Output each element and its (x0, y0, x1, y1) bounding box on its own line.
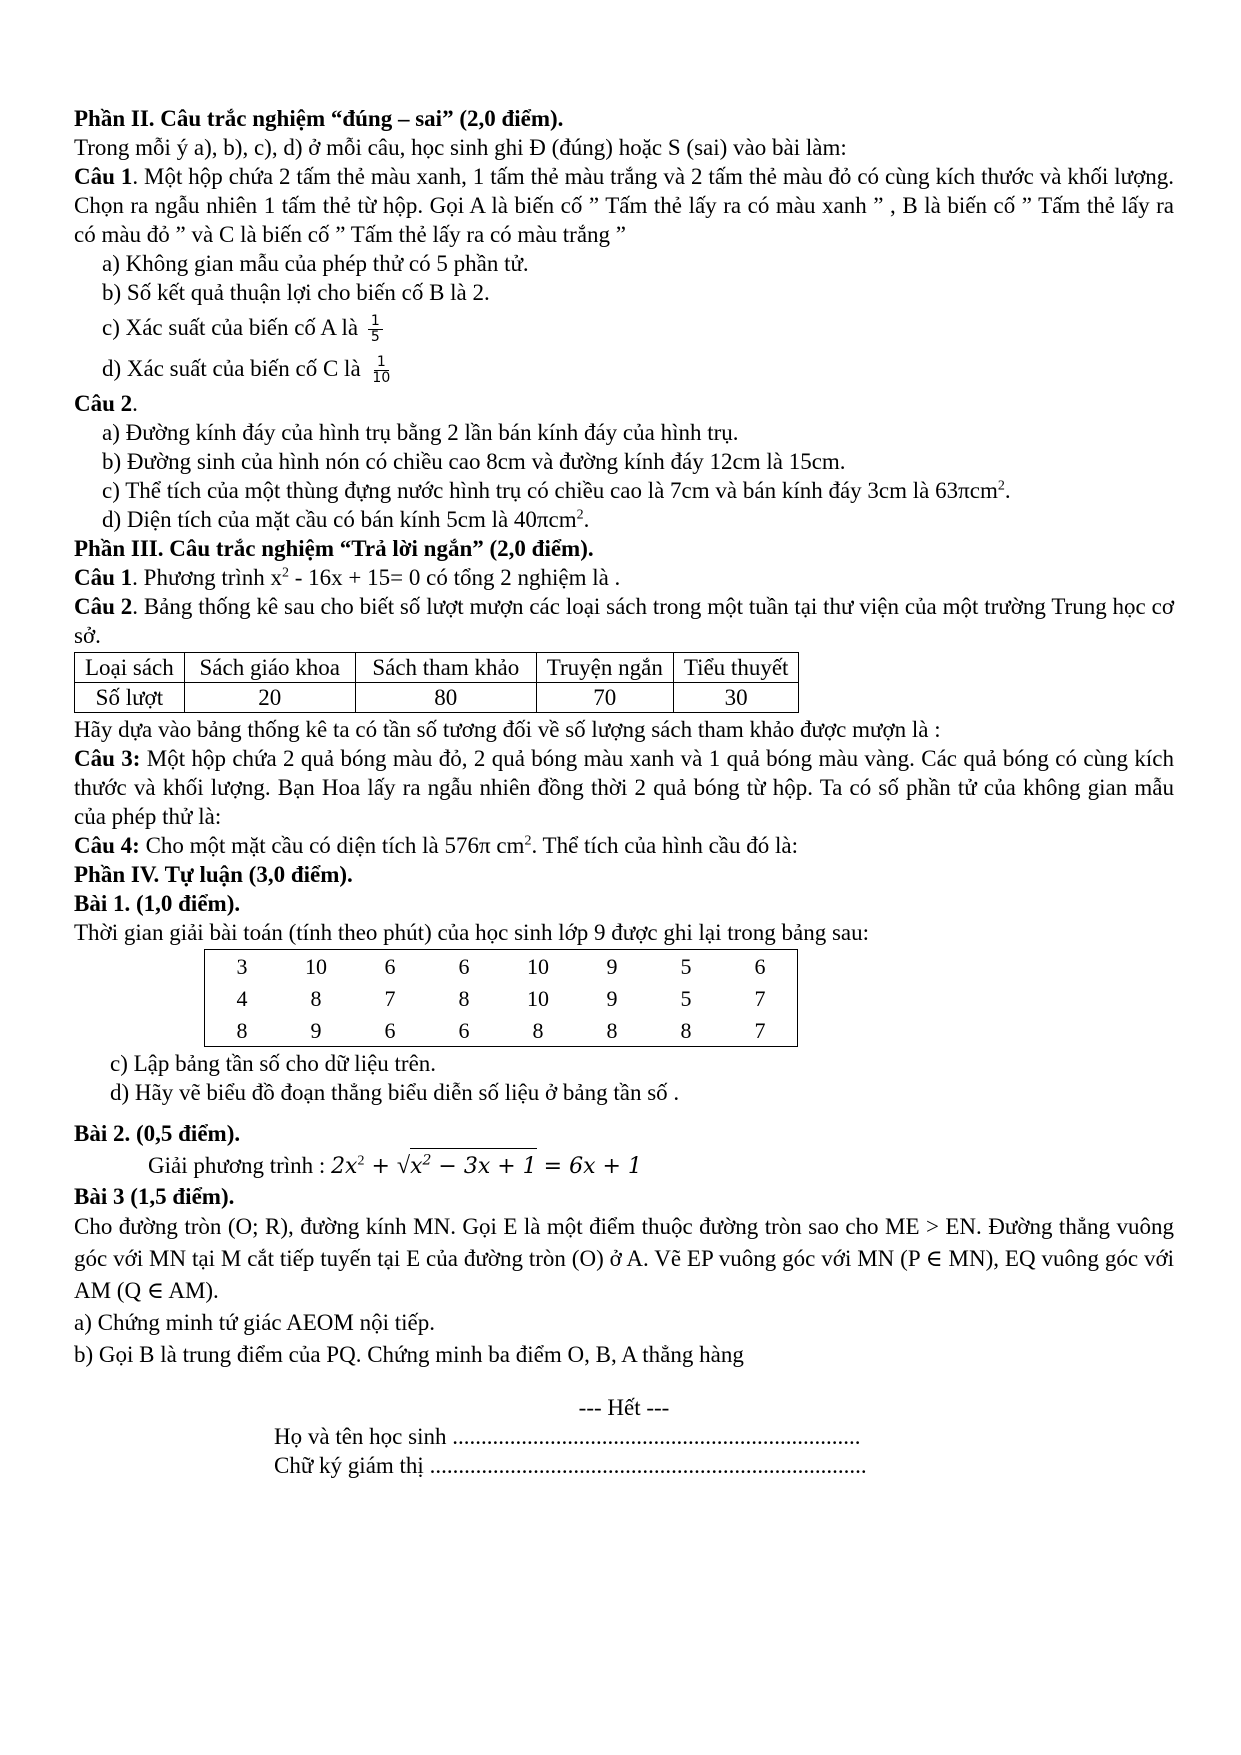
table-cell: 30 (673, 683, 799, 713)
fraction: $\frac{1}{5}$ (368, 314, 383, 345)
bai3-text: Cho đường tròn (O; R), đường kính MN. Gọi E là một điểm thuộc đường tròn sao cho ME > EN. Đường thẳng vuông góc với MN tại M cắt tiếp tuyến tại E của đường tròn (O) ở A. Vẽ EP vuông góc với MN (P ∈ MN), EQ vuông góc với AM (Q ∈ AM). (74, 1214, 1174, 1303)
table-cell: 10 (527, 985, 549, 1011)
table-row (75, 653, 799, 683)
table-cell: 9 (310, 1017, 322, 1043)
supervisor-signature-line: Chữ ký giám thị ............................................................................ (274, 1453, 867, 1478)
table-cell: 9 (606, 953, 618, 979)
part3-question2-prompt: Hãy dựa vào bảng thống kê ta có tần số tương đối về số lượng sách tham khảo được mượn là : (74, 717, 941, 742)
part2-q1-option-b: b) Số kết quả thuận lợi cho biến cố B là 2. (102, 280, 490, 305)
part2-instruction: Trong mỗi ý a), b), c), d) ở mỗi câu, học sinh ghi Đ (đúng) hoặc S (sai) vào bài làm: (74, 135, 847, 160)
table-cell: 6 (754, 953, 766, 979)
exam-page (74, 104, 1174, 1480)
table-row (205, 950, 798, 983)
bai2-title: Bài 2. (0,5 điểm). (74, 1121, 241, 1146)
bai1-title: Bài 1. (1,0 điểm). (74, 891, 241, 916)
student-name-line: Họ và tên học sinh ....................................................................... (274, 1424, 861, 1449)
table-cell: Loại sách (75, 653, 185, 683)
table-cell: 7 (754, 1017, 766, 1043)
part3-question3: Câu 3: Một hộp chứa 2 quả bóng màu đỏ, 2 quả bóng màu xanh và 1 quả bóng màu vàng. Các quả bóng có cùng kích thước và khối lượng. Bạn Hoa lấy ra ngẫu nhiên đồng thời 2 quả bóng từ hộp. Ta có số phần tử của không gian mẫu của phép thử là: (74, 746, 1174, 829)
table-cell: 9 (606, 985, 618, 1011)
part2-q1-option-d: d) Xác suất của biến cố C là $\frac{1}{10}$ (102, 354, 391, 387)
part2-q2-option-c: c) Thể tích của một thùng đựng nước hình trụ có chiều cao là 7cm và bán kính đáy 3cm là 63πcm$^2$. (102, 478, 1011, 503)
part2-q2-option-b: b) Đường sinh của hình nón có chiều cao 8cm và đường kính đáy 12cm là 15cm. (102, 449, 846, 474)
bai3-item-a: a) Chứng minh tứ giác AEOM nội tiếp. (74, 1310, 435, 1335)
bai3-title: Bài 3 (1,5 điểm). (74, 1184, 235, 1209)
part2-question1: Câu 1. Một hộp chứa 2 tấm thẻ màu xanh, 1 tấm thẻ màu trắng và 2 tấm thẻ màu đỏ có cùng kích thước và khối lượng. Chọn ra ngẫu nhiên 1 tấm thẻ từ hộp. Gọi A là biến cố ” Tấm thẻ lấy ra có màu xanh ” , B là biến cố ” Tấm thẻ lấy ra có màu đỏ ” và C là biến cố ” Tấm thẻ lấy ra có màu trắng ” (74, 164, 1174, 247)
table-cell: 8 (680, 1017, 692, 1043)
table-cell: 5 (680, 985, 692, 1011)
part3-question2: Câu 2. Bảng thống kê sau cho biết số lượt mượn các loại sách trong một tuần tại thư viện của một trường Trung học cơ sở. (74, 594, 1174, 648)
end-marker: --- Hết --- (578, 1395, 670, 1420)
table-cell: Sách giáo khoa (184, 653, 355, 683)
table-cell: 6 (458, 953, 470, 979)
part2-q2-option-a: a) Đường kính đáy của hình trụ bằng 2 lần bán kính đáy của hình trụ. (102, 420, 739, 445)
part3-question1: Câu 1. Phương trình $x^2 - 16x + 15= 0$ có tổng 2 nghiệm là . (74, 565, 621, 590)
table-cell: 8 (532, 1017, 544, 1043)
part3-title: Phần III. Câu trắc nghiệm “Trả lời ngắn” (2,0 điểm). (74, 536, 594, 561)
table-cell: 10 (305, 953, 327, 979)
part2-q1-option-a: a) Không gian mẫu của phép thử có 5 phần tử. (102, 251, 529, 276)
table-cell: 7 (384, 985, 396, 1011)
table-row (205, 1014, 798, 1047)
table-row (205, 982, 798, 1014)
table-cell: Sách tham khảo (355, 653, 536, 683)
table-cell: 8 (310, 985, 322, 1011)
library-stats-table (74, 652, 799, 713)
square-root: $x^2 - 3x + 1$ (410, 1148, 537, 1184)
table-cell: 8 (606, 1017, 618, 1043)
bai1-item-c: c) Lập bảng tần số cho dữ liệu trên. (110, 1051, 437, 1076)
table-cell: 8 (458, 985, 470, 1011)
time-data-table (204, 949, 798, 1047)
fraction: $\frac{1}{10}$ (372, 354, 391, 387)
table-cell: 6 (458, 1017, 470, 1043)
bai3-item-b: b) Gọi B là trung điểm của PQ. Chứng minh ba điểm O, B, A thẳng hàng (74, 1342, 744, 1367)
table-cell: Tiểu thuyết (673, 653, 799, 683)
table-cell: 5 (680, 953, 692, 979)
part2-q1-option-c: c) Xác suất của biến cố A là $\frac{1}{5}$ (74, 307, 1174, 349)
table-cell: 3 (236, 953, 248, 979)
bai1-item-d: d) Hãy vẽ biểu đồ đoạn thẳng biểu diễn số liệu ở bảng tần số . (110, 1080, 680, 1105)
table-cell: 6 (384, 953, 396, 979)
table-cell: 80 (355, 683, 536, 713)
bai1-text: Thời gian giải bài toán (tính theo phút) của học sinh lớp 9 được ghi lại trong bảng sau: (74, 920, 870, 945)
table-row (75, 683, 799, 713)
part2-question2: Câu 2. (74, 391, 138, 416)
part3-question4: Câu 4: Cho một mặt cầu có diện tích là 576π $cm^2$. Thể tích của hình cầu đó là: (74, 833, 798, 858)
table-cell: 7 (754, 985, 766, 1011)
part2-q2-option-d: d) Diện tích của mặt cầu có bán kính 5cm là 40πcm$^2$. (102, 507, 590, 532)
table-cell: 4 (236, 985, 248, 1011)
table-cell: 10 (527, 953, 549, 979)
part2-title: Phần II. Câu trắc nghiệm “đúng – sai” (2,0 điểm). (74, 106, 564, 131)
question-label: Câu 1 (74, 164, 133, 189)
table-cell: 8 (236, 1017, 248, 1043)
table-cell: 6 (384, 1017, 396, 1043)
bai2-equation: Giải phương trình : $2x^2 + √x^2 - 3x + 1 = 6x + 1$ (74, 1148, 1174, 1182)
table-cell: Số lượt (75, 683, 185, 713)
table-cell: 20 (184, 683, 355, 713)
table-cell: Truyện ngắn (536, 653, 673, 683)
table-cell: 70 (536, 683, 673, 713)
part4-title: Phần IV. Tự luận (3,0 điểm). (74, 862, 353, 887)
